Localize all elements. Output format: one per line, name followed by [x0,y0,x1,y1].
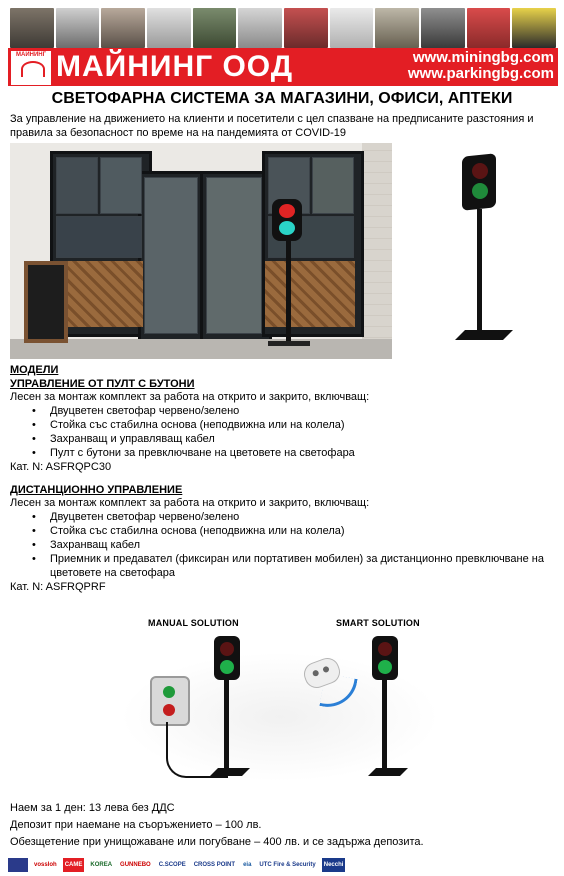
logo-text: МАЙНИНГ [15,52,47,58]
list-item: • Двуцветен светофар червено/зелено [10,404,558,418]
partner-logos [8,856,558,874]
list-item: • Двуцветен светофар червено/зелено [10,510,558,524]
website-urls [348,50,554,82]
smart-solution-label: SMART SOLUTION [336,618,420,628]
website-url[interactable]: www.parkingbg.com [407,65,554,82]
page-title: СВЕТОФАРНА СИСТЕМА ЗА МАГАЗИНИ, ОФИСИ, АПТЕКИ [51,90,513,107]
list-item: • Приемник и предавател (фиксиран или портативен мобилен) за дистанционно превключване на цветовете на светофара [10,552,558,580]
deposit-info: Депозит при наемане на съоръжението – 100 лв. [10,819,262,831]
manual-section [10,378,558,474]
header-photo [375,8,419,48]
storefront-photo [10,143,392,359]
partner-logo: vossloh [34,862,57,868]
traffic-light-icon [462,153,496,211]
header-photo-strip [10,8,556,48]
intro-text: За управление на движението на клиенти и посетители с цел спазване на предписаните разстояния и правила за безопасност по време на на пандемията от COVID-19 [10,113,534,139]
list-item: • Захранващ кабел [10,538,558,552]
header-photo [101,8,145,48]
partner-logo: GUNNEBO [120,862,151,868]
chalkboard-sign [24,261,68,343]
pricing-section [10,800,558,851]
green-button-icon [163,686,175,698]
manual-solution-label: MANUAL SOLUTION [148,618,239,628]
partner-logo-icon [8,858,28,872]
remote-heading: ДИСТАНЦИОННО УПРАВЛЕНИЕ [10,484,183,496]
remote-catalog-number: Кат. N: ASFRQPRF [10,581,106,593]
partner-logo: UTC Fire & Security [259,862,316,868]
logo-arch-icon [21,61,45,77]
partner-logo: CAME [63,858,85,872]
manual-heading: УПРАВЛЕНИЕ ОТ ПУЛТ С БУТОНИ [10,378,195,390]
remote-lead: Лесен за монтаж комплект за работа на открито и закрито, включващ: [10,497,370,509]
header-photo [147,8,191,48]
manual-list [10,404,558,460]
header-photo [56,8,100,48]
red-button-icon [163,704,175,716]
header-photo [193,8,237,48]
company-name: МАЙНИНГ ООД [56,50,294,83]
header-photo [10,8,54,48]
partner-logo: Necchi [322,858,346,872]
rental-price: Наем за 1 ден: 13 лева без ДДС [10,802,175,814]
website-url[interactable]: www.miningbg.com [412,49,554,66]
manual-lead: Лесен за монтаж комплект за работа на открито и закрито, включващ: [10,391,370,403]
list-item: • Стойка със стабилна основа (неподвижна или на колела) [10,418,558,432]
header-photo [330,8,374,48]
company-logo [10,50,52,86]
remote-section [10,484,558,594]
partner-logo: C.SCOPE [158,862,186,868]
partner-logo: KOREA [90,862,113,868]
list-item: • Пулт с бутони за превключване на цветовете на светофара [10,446,558,460]
damage-compensation: Обезщетение при унищожаване или погубване – 400 лв. и се задържа депозита. [10,836,424,848]
button-control-box [150,676,190,726]
manual-catalog-number: Кат. N: ASFRQPC30 [10,461,112,473]
partner-logo: eia [243,862,252,868]
header-photo [238,8,282,48]
models-heading: МОДЕЛИ [10,364,59,376]
traffic-light-product [460,155,500,355]
header-photo [421,8,465,48]
header-photo [284,8,328,48]
remote-list [10,510,558,580]
list-item: • Захранващ и управляващ кабел [10,432,558,446]
header-photo [512,8,556,48]
traffic-light-base [455,330,513,340]
partner-logo: CROSS POINT [193,862,236,868]
header-photo [467,8,511,48]
list-item: • Стойка със стабилна основа (неподвижна или на колела) [10,524,558,538]
